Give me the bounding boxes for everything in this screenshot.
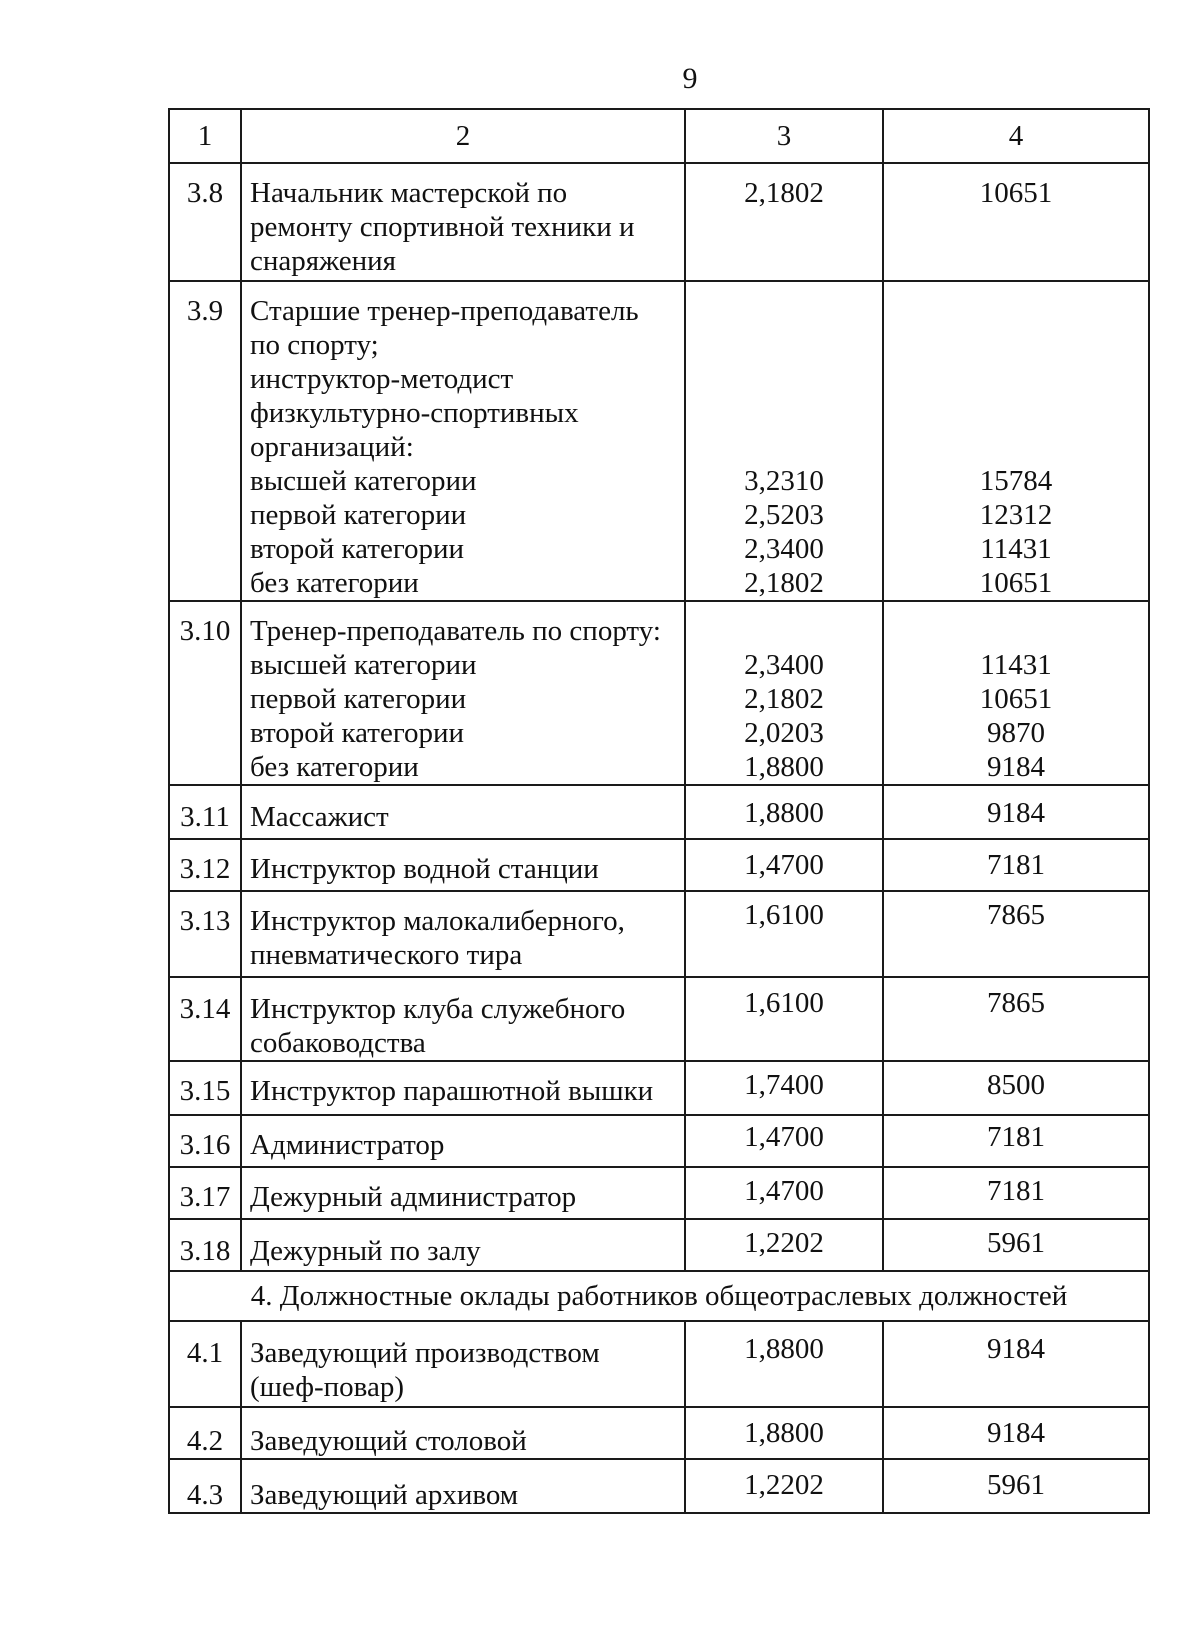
row-number: 3.11 [169,785,241,839]
coefficient-value: 2,0203 [744,717,824,749]
position-name-line: ремонту спортивной техники и [250,211,635,243]
row-number: 3.14 [169,977,241,1061]
table-row [169,1219,1149,1271]
table-row [169,1321,1149,1407]
salary-value: 7865 [987,987,1045,1019]
position-name-line: первой категории [250,683,467,715]
row-number: 3.15 [169,1061,241,1115]
coefficient-value: 1,4700 [744,1175,824,1207]
position-name-line: Администратор [250,1129,445,1161]
coefficient-value: 1,8800 [744,1417,824,1449]
coefficient [685,839,883,891]
position-name-line: Дежурный по залу [250,1235,481,1267]
table-row [169,1407,1149,1459]
header-cell-1: 1 [169,109,241,163]
position-name [241,281,685,601]
coefficient-value: 3,2310 [744,465,824,497]
salary-value: 10651 [979,177,1053,209]
row-number: 3.13 [169,891,241,977]
position-name-line: Дежурный администратор [250,1181,577,1213]
header-row [169,109,1149,163]
table-row [169,785,1149,839]
coefficient [685,785,883,839]
salary-value: 7181 [987,1121,1045,1153]
position-name [241,891,685,977]
salary-value: 5961 [987,1469,1045,1501]
coefficient [685,1219,883,1271]
page-number: 9 [682,62,698,95]
position-name-line: по спорту; [250,329,379,361]
salary-value: 5961 [987,1227,1045,1259]
coefficient [685,281,883,601]
position-name-line: организаций: [250,431,414,463]
salary [883,1459,1149,1513]
row-number: 3.12 [169,839,241,891]
position-name-line: второй категории [250,533,465,565]
coefficient-value: 1,6100 [744,899,824,931]
position-name-line: Инструктор водной станции [250,853,599,885]
position-name [241,1321,685,1407]
position-name [241,1115,685,1167]
salary-value: 9184 [987,751,1045,783]
table-row [169,891,1149,977]
coefficient [685,977,883,1061]
position-name [241,1061,685,1115]
table-row [169,1167,1149,1219]
row-number: 3.17 [169,1167,241,1219]
salary [883,785,1149,839]
table-row [169,601,1149,785]
salary [883,163,1149,281]
salary-value: 7181 [987,849,1045,881]
coefficient-value: 2,3400 [744,533,824,565]
coefficient-value: 1,2202 [744,1469,824,1501]
salary-value: 8500 [987,1069,1045,1101]
salary [883,601,1149,785]
position-name [241,785,685,839]
salary-value: 12312 [979,499,1053,531]
salary [883,1167,1149,1219]
coefficient [685,1167,883,1219]
section-row [169,1271,1149,1321]
salary [883,1219,1149,1271]
coefficient-value: 1,8800 [744,1333,824,1365]
coefficient [685,1407,883,1459]
position-name-line: Инструктор малокалиберного, [250,905,625,937]
coefficient-value: 1,8800 [744,751,824,783]
table-row [169,163,1149,281]
header-cell-3: 3 [685,109,883,163]
position-name-line: снаряжения [250,245,397,277]
salary-value: 9870 [987,717,1045,749]
position-name-line: Заведующий производством [250,1337,600,1369]
salary-value: 10651 [979,567,1053,599]
position-name-line: без категории [250,751,419,783]
section-title: 4. Должностные оклады работников общеотраслевых должностей [169,1271,1149,1321]
row-number: 3.10 [169,601,241,785]
salary [883,1321,1149,1407]
position-name [241,163,685,281]
row-number: 3.8 [169,163,241,281]
coefficient-value: 1,8800 [744,797,824,829]
table-row [169,1061,1149,1115]
salary-value: 7865 [987,899,1045,931]
position-name [241,977,685,1061]
row-number: 3.16 [169,1115,241,1167]
row-number: 4.2 [169,1407,241,1459]
position-name-line: Инструктор парашютной вышки [250,1075,654,1107]
table-row [169,977,1149,1061]
position-name-line: Начальник мастерской по [250,177,568,209]
salary-value: 10651 [979,683,1053,715]
table-row [169,839,1149,891]
position-name [241,601,685,785]
row-number: 4.1 [169,1321,241,1407]
coefficient-value: 1,7400 [744,1069,824,1101]
position-name-line: инструктор-методист [250,363,514,395]
salary-value: 9184 [987,1333,1045,1365]
position-name-line: высшей категории [250,465,477,497]
coefficient-value: 2,5203 [744,499,824,531]
coefficient-value: 1,4700 [744,849,824,881]
row-number: 3.18 [169,1219,241,1271]
position-name-line: Заведующий столовой [250,1425,527,1457]
salary-value: 15784 [979,465,1053,497]
coefficient-value: 1,2202 [744,1227,824,1259]
salary [883,839,1149,891]
position-name [241,1219,685,1271]
salary [883,1061,1149,1115]
position-name [241,1167,685,1219]
coefficient [685,163,883,281]
table-row [169,1115,1149,1167]
coefficient-value: 1,4700 [744,1121,824,1153]
position-name-line: второй категории [250,717,465,749]
position-name-line: Инструктор клуба служебного [250,993,626,1025]
position-name-line: высшей категории [250,649,477,681]
position-name [241,839,685,891]
position-name-line: Массажист [250,801,389,833]
coefficient [685,1061,883,1115]
salary [883,977,1149,1061]
row-number: 4.3 [169,1459,241,1513]
table-row [169,281,1149,601]
header-cell-2: 2 [241,109,685,163]
coefficient-value: 2,1802 [744,177,824,209]
position-name-line: собаководства [250,1027,426,1059]
position-name-line: (шеф-повар) [250,1371,405,1403]
salary-value: 11431 [980,649,1052,681]
salary [883,1115,1149,1167]
position-name-line: физкультурно-спортивных [250,397,579,429]
coefficient [685,601,883,785]
salary-value: 9184 [987,1417,1045,1449]
coefficient [685,1115,883,1167]
position-name [241,1407,685,1459]
table-row [169,1459,1149,1513]
coefficient [685,1459,883,1513]
salary-table [168,108,1150,1514]
coefficient [685,891,883,977]
position-name-line: Тренер-преподаватель по спорту: [250,615,661,647]
salary [883,891,1149,977]
coefficient-value: 2,1802 [744,683,824,715]
salary [883,1407,1149,1459]
salary-value: 9184 [987,797,1045,829]
salary [883,281,1149,601]
position-name-line: без категории [250,567,419,599]
salary-value: 11431 [980,533,1052,565]
coefficient-value: 1,6100 [744,987,824,1019]
row-number: 3.9 [169,281,241,601]
position-name-line: Заведующий архивом [250,1479,519,1511]
position-name [241,1459,685,1513]
coefficient-value: 2,3400 [744,649,824,681]
salary-value: 7181 [987,1175,1045,1207]
position-name-line: первой категории [250,499,467,531]
coefficient-value: 2,1802 [744,567,824,599]
position-name-line: пневматического тира [250,939,523,971]
position-name-line: Старшие тренер-преподаватель [250,295,639,327]
coefficient [685,1321,883,1407]
header-cell-4: 4 [883,109,1149,163]
